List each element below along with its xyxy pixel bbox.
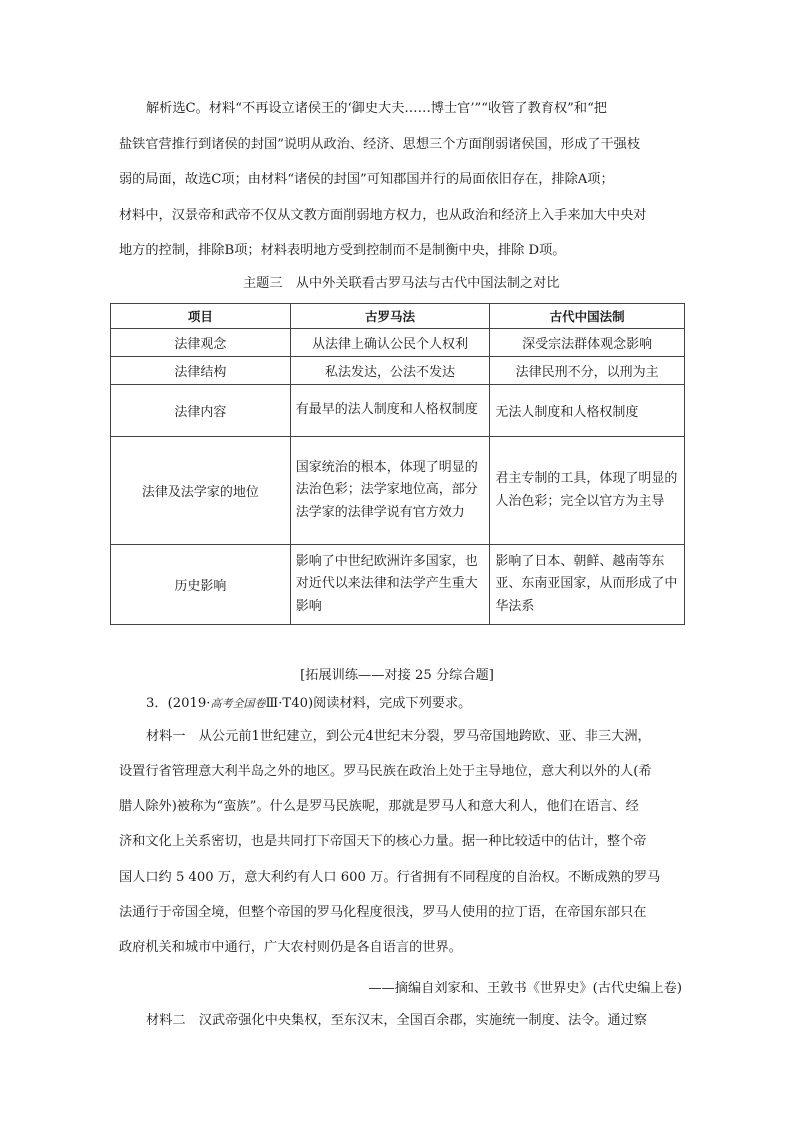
table-row [111, 357, 685, 385]
question-suffix: Ⅲ·T40)阅读材料，完成下列要求。 [265, 696, 472, 711]
table-row [111, 329, 685, 357]
material-line: 腊人除外)被称为“蛮族”。什么是罗马民族呢，那就是罗马人和意大利人，他们在语言、经 [119, 799, 639, 814]
section-heading: [拓展训练——对接 25 分综合题] [300, 668, 494, 683]
comparison-table [110, 303, 685, 625]
row-chinese: 法律民刑不分，以刑为主 [490, 357, 685, 385]
material-line: 济和文化上关系密切，也是共同打下帝国天下的核心力量。据一种比较适中的估计，整个帝 [119, 834, 647, 849]
question-prefix: 3．(2019· [146, 696, 211, 711]
table-row [111, 437, 685, 545]
row-chinese: 深受宗法群体观念影响 [490, 329, 685, 357]
table-row [111, 545, 685, 625]
question-prompt [146, 694, 471, 714]
material-two-line: 材料二 汉武帝强化中央集权，至东汉末，全国百余郡，实施统一制度、法令。通过察 [146, 1013, 648, 1028]
topic-title: 主题三 从中外关联看古罗马法与古代中国法制之对比 [243, 276, 560, 291]
row-roman: 有最早的法人制度和人格权制度 [290, 385, 490, 437]
question-source: 高考全国卷 [210, 697, 266, 710]
analysis-line: 弱的局面，故选C项；由材料“诸侯的封国”可知郡国并行的局面依旧存在，排除A项； [119, 172, 614, 187]
header-item: 项目 [111, 304, 291, 329]
material-source: ——摘编自刘家和、王敦书《世界史》(古代史编上卷) [368, 981, 682, 996]
material-line: 材料一 从公元前1世纪建立，到公元4世纪末分裂，罗马帝国地跨欧、亚、非三大洲， [146, 729, 651, 744]
analysis-line: 材料中，汉景帝和武帝不仅从文教方面削弱地方权力，也从政治和经济上入手来加大中央对 [119, 208, 647, 223]
analysis-line: 地方的控制，排除B项；材料表明地方受到控制而不是制衡中央，排除 D项。 [119, 243, 566, 258]
row-item: 历史影响 [111, 545, 291, 625]
row-roman: 影响了中世纪欧洲许多国家，也对近代以来法律和法学产生重大影响 [290, 545, 490, 625]
material-line: 政府机关和城市中通行，广大农村则仍是各自语言的世界。 [119, 940, 462, 955]
header-chinese-law: 古代中国法制 [490, 304, 685, 329]
analysis-line: 解析选C。材料“不再设立诸侯王的‘御史大夫……博士官’”“收管了教育权”和“把 [146, 101, 607, 116]
row-roman: 从法律上确认公民个人权利 [290, 329, 490, 357]
row-item: 法律观念 [111, 329, 291, 357]
material-line: 国人口约 5 400 万，意大利约有人口 600 万。行省拥有不同程度的自治权。不断成熟的罗马 [119, 870, 661, 885]
material-line: 设置行省管理意大利半岛之外的地区。罗马民族在政治上处于主导地位，意大利以外的人(希 [119, 764, 652, 779]
header-roman-law: 古罗马法 [290, 304, 490, 329]
table-header-row [111, 304, 685, 329]
row-roman: 国家统治的根本，体现了明显的法治色彩；法学家地位高，部分法学家的法律学说有官方效力 [290, 437, 490, 545]
analysis-line: 盐铁官营推行到诸侯的封国”说明从政治、经济、思想三个方面削弱诸侯国，形成了干强枝 [119, 137, 641, 152]
row-chinese: 无法人制度和人格权制度 [490, 385, 685, 437]
row-chinese: 君主专制的工具，体现了明显的人治色彩；完全以官方为主导 [490, 437, 685, 545]
row-item: 法律及法学家的地位 [111, 437, 291, 545]
table-row [111, 385, 685, 437]
row-item: 法律结构 [111, 357, 291, 385]
material-line: 法通行于帝国全境，但整个帝国的罗马化程度很浅，罗马人使用的拉丁语，在帝国东部只在 [119, 905, 647, 920]
row-chinese: 影响了日本、朝鲜、越南等东亚、东南亚国家，从而形成了中华法系 [490, 545, 685, 625]
row-item: 法律内容 [111, 385, 291, 437]
row-roman: 私法发达，公法不发达 [290, 357, 490, 385]
